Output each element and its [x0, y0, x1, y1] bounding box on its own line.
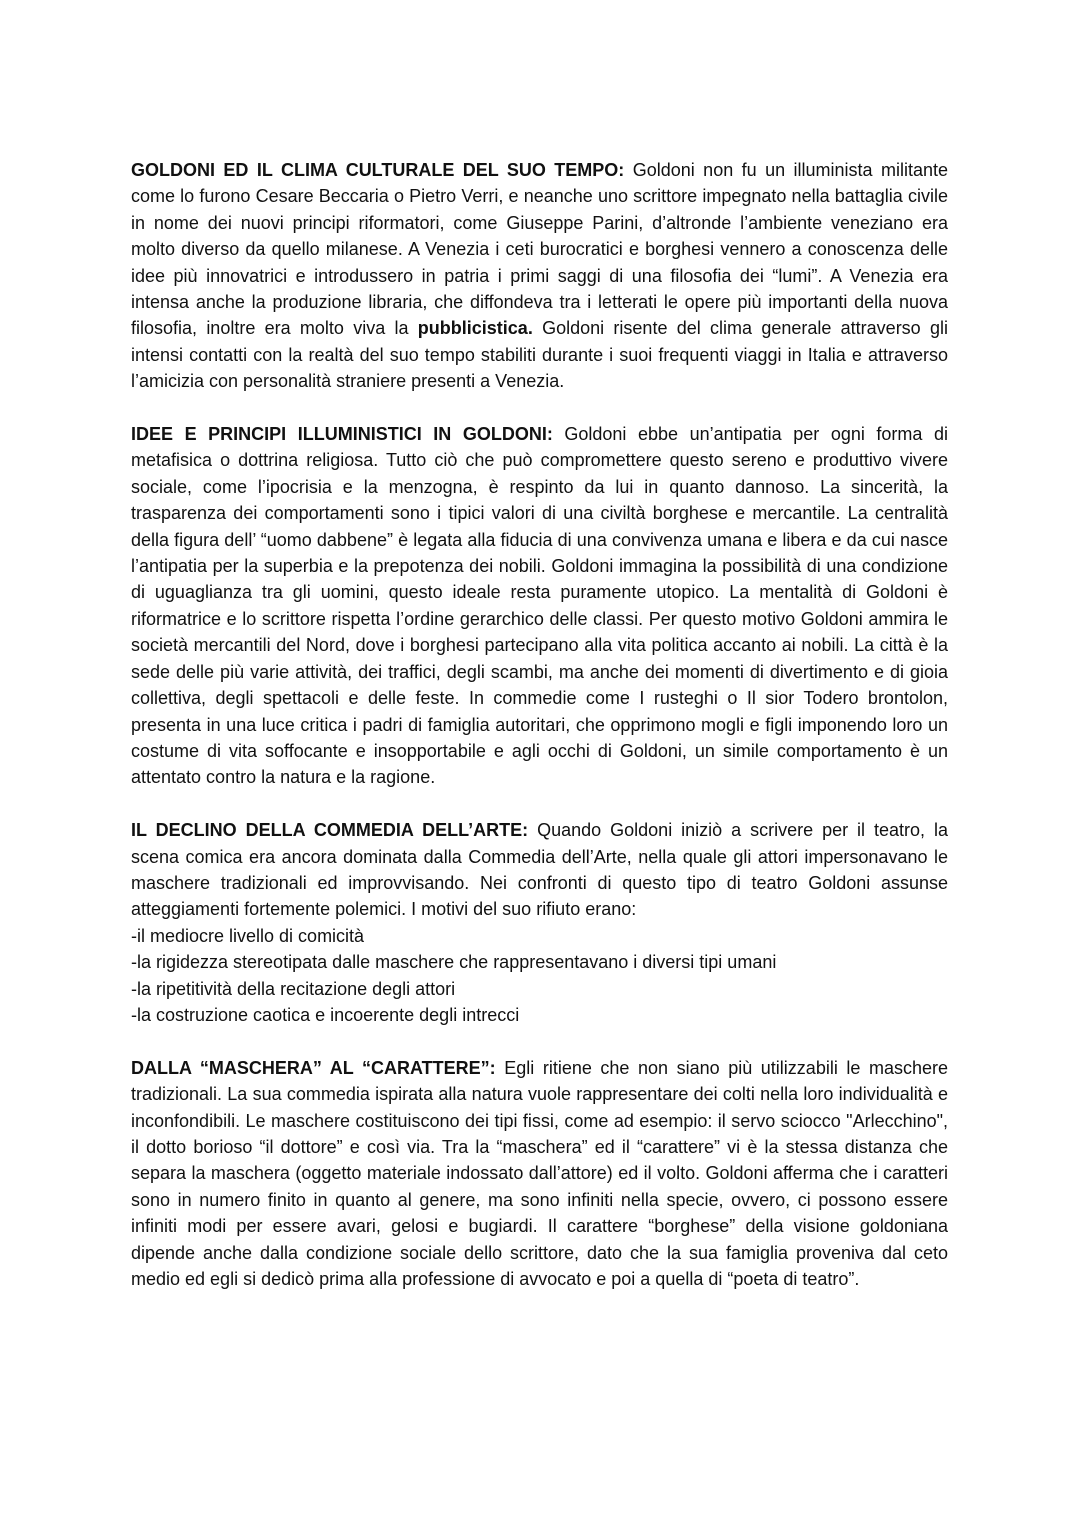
list-item: -la costruzione caotica e incoerente degli intrecci [131, 1004, 520, 1025]
section-heading: DALLA “MASCHERA” AL “CARATTERE”: [131, 1057, 496, 1078]
reasons-list [131, 923, 948, 1029]
list-item: -la ripetitività della recitazione degli attori [131, 978, 456, 999]
section-maschera-carattere [131, 1055, 948, 1293]
paragraph-text: Goldoni non fu un illuminista militante come lo furono Cesare Beccaria o Pietro Verri, e neanche uno scrittore impegnato nella battaglia civile in nome dei nuovi principi riformatori, come Giuseppe Parini, d’altronde l’ambiente veneziano era molto diverso da quello milanese. A Venezia i ceti burocratici e borghesi vennero a conoscenza delle idee più innovatrici e introdussero in patria i primi saggi di una filosofia dei “lumi”. A Venezia era intensa anche la produzione libraria, che diffondeva tra i letterati le opere più importanti della nuova filosofia, inoltre era molto viva la [131, 160, 948, 339]
section-clima-culturale [131, 157, 948, 395]
section-paragraph [131, 157, 948, 395]
section-heading: GOLDONI ED IL CLIMA CULTURALE DEL SUO TEMPO: [131, 160, 625, 180]
section-heading: IDEE E PRINCIPI ILLUMINISTICI IN GOLDONI: [131, 424, 553, 445]
document-page [131, 157, 948, 1319]
paragraph-text: Goldoni risente del clima generale attraverso gli intensi contatti con la realtà del suo tempo stabiliti durante i suoi frequenti viaggi in Italia e attraverso l’amicizia con personalità straniere presenti a Venezia. [131, 318, 948, 392]
section-declino-commedia [131, 817, 948, 1028]
paragraph-text: Egli ritiene che non siano più utilizzabili le maschere tradizionali. La sua commedia ispirata alla natura vuole rappresentare dei colti nella loro individualità e inconfondibili. Le maschere costituiscono dei tipi fissi, come ad esempio: il servo sciocco "Arlecchino", il dotto borioso “il dottore” e così via. Tra la “maschera” ed il “carattere” vi è la stessa distanza che separa la maschera (oggetto materiale indossato dall’attore) ed il volto. Goldoni afferma che i caratteri sono in numero finito in quanto al genere, ma sono infiniti nella specie, ovvero, ci possono essere infiniti modi per essere avari, gelosi e bugiardi. Il carattere “borghese” della visione goldoniana dipende anche dalla condizione sociale dello scrittore, dato che la sua famiglia proveniva dal ceto medio ed egli si dedicò prima alla professione di avvocato e poi a quella di “poeta di teatro”. [131, 1057, 948, 1290]
bold-term: pubblicistica. [417, 318, 533, 339]
paragraph-text: Quando Goldoni iniziò a scrivere per il teatro, la scena comica era ancora dominata dalla Commedia dell’Arte, nella quale gli attori impersonavano le maschere tradizionali ed improvvisando. Nei confronti di questo tipo di teatro Goldoni assunse atteggiamenti fortemente polemici. I motivi del suo rifiuto erano: [131, 820, 949, 920]
section-heading: IL DECLINO DELLA COMMEDIA DELL’ARTE: [131, 820, 529, 841]
paragraph-text: Goldoni ebbe un’antipatia per ogni forma di metafisica o dottrina religiosa. Tutto ciò che può compromettere questo sereno e produttivo vivere sociale, come l’ipocrisia e la menzogna, è respinto da lui in quanto dannoso. La sincerità, la trasparenza dei comportamenti sono i tipici valori di una civiltà borghese e mercantile. La centralità della figura dell’ “uomo dabbene” è legata alla fiducia di una convivenza umana e libera e da cui nasce l’antipatia per la superbia e la prepotenza dei nobili. Goldoni immagina la possibilità di una condizione di uguaglianza tra gli uomini, questo ideale resta puramente utopico. La mentalità di Goldoni è riformatrice e lo scrittore rispetta l’ordine gerarchico delle classi. Per questo motivo Goldoni ammira le società mercantili del Nord, dove i borghesi partecipano alla vita politica accanto ai nobili. La città è la sede delle più varie attività, dei traffici, degli scambi, ma anche dei momenti di divertimento e di gioia collettiva, degli spettacoli e delle feste. In commedie come I rusteghi o Il sior Todero brontolon, presenta in una luce critica i padri di famiglia autoritari, che opprimono mogli e figli imponendo loro un costume di vita soffocante e insopportabile e agli occhi di Goldoni, un simile comportamento è un attentato contro la natura e la ragione. [131, 424, 948, 788]
section-paragraph [131, 421, 948, 791]
section-idee-illuministiche [131, 421, 948, 791]
section-paragraph [131, 1055, 948, 1293]
list-item: -la rigidezza stereotipata dalle maschere che rappresentavano i diversi tipi umani [131, 952, 777, 973]
list-item: -il mediocre livello di comicità [131, 925, 365, 946]
section-paragraph [131, 817, 948, 923]
